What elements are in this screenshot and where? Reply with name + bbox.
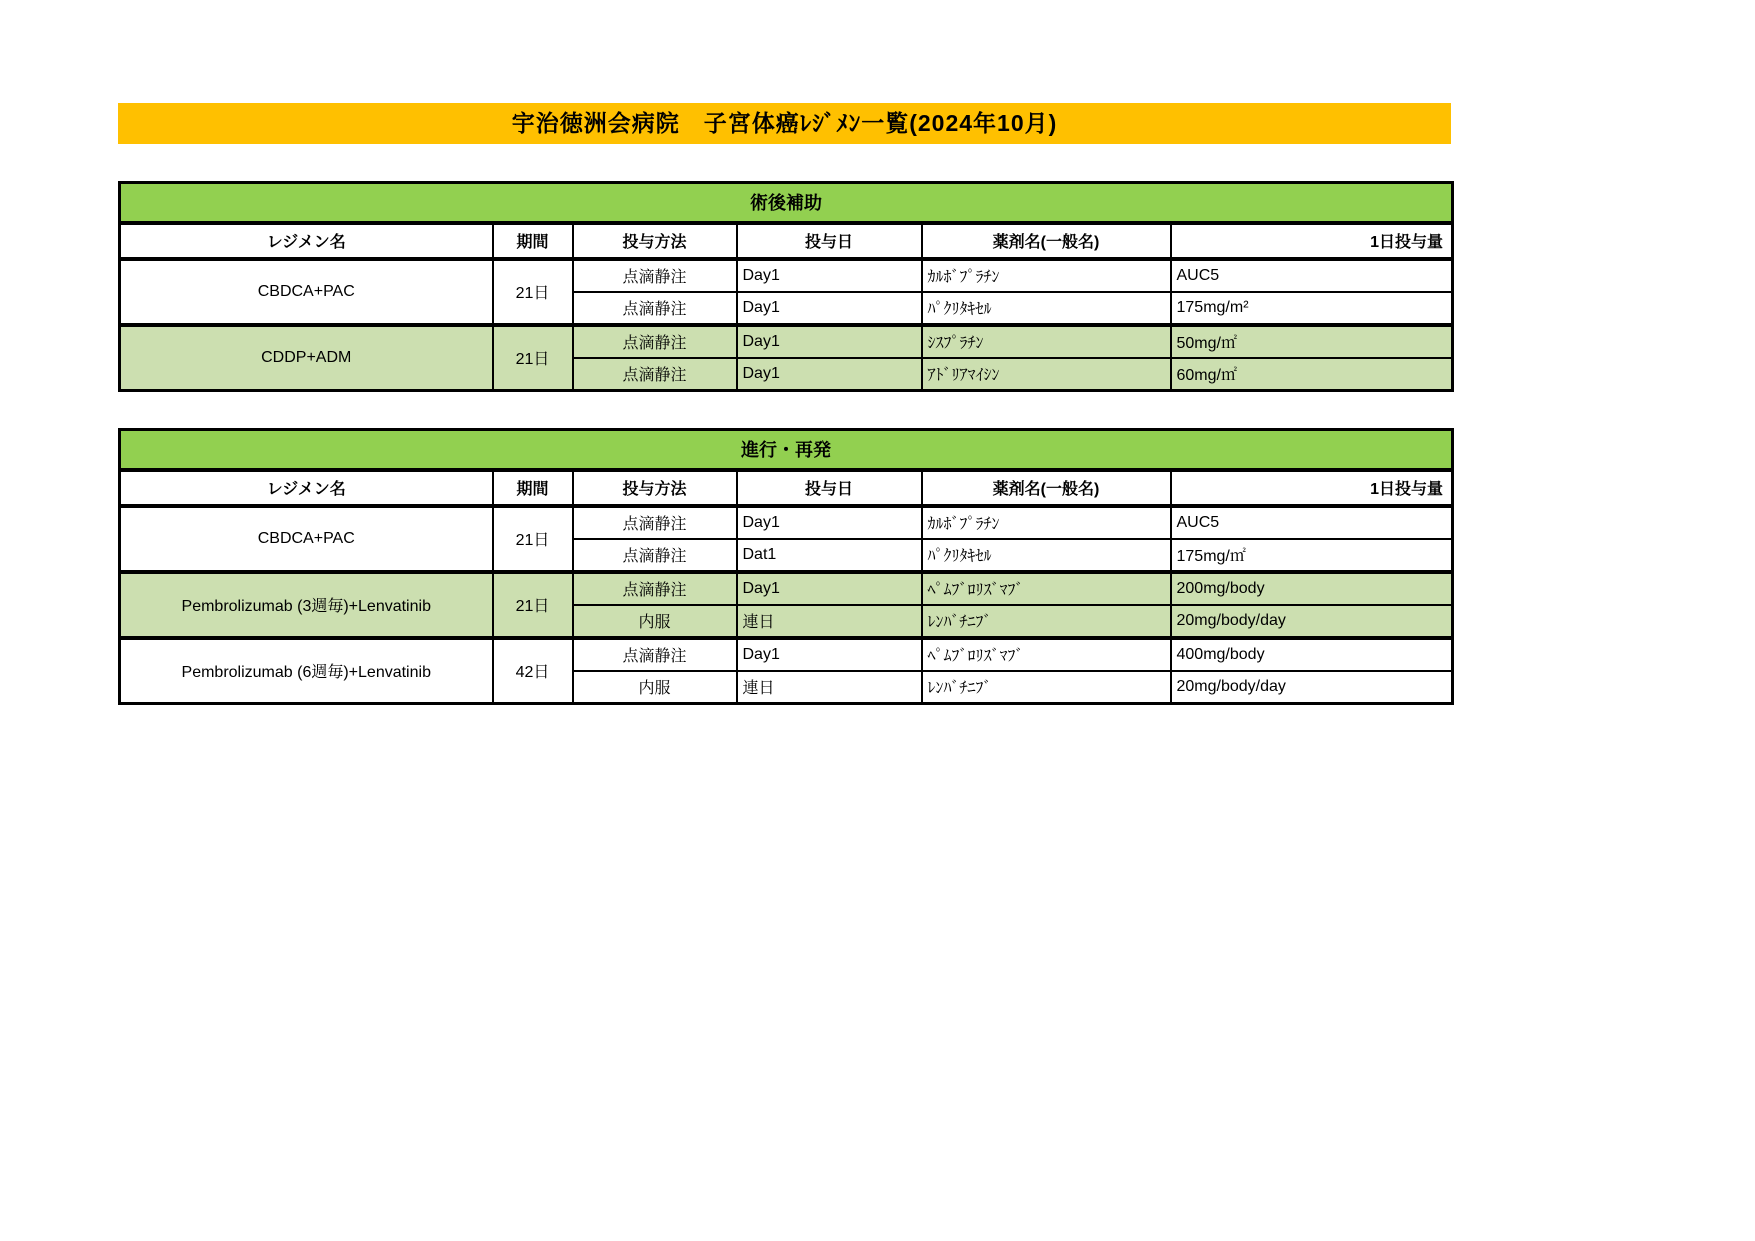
dose-cell: 20mg/body/day [1171,605,1453,638]
method-cell: 点滴静注 [573,506,737,539]
regimen-cell: CBDCA+PAC [120,259,493,325]
section-header-row [120,430,1453,470]
period-cell: 21日 [493,506,573,572]
dose-cell: 200mg/body [1171,572,1453,605]
column-header-row [120,470,1453,506]
method-cell: 点滴静注 [573,259,737,292]
day-cell: Day1 [737,325,922,358]
table-row [120,259,1453,292]
dose-cell: 175mg/m² [1171,292,1453,325]
table-row [120,572,1453,605]
method-cell: 点滴静注 [573,292,737,325]
dose-cell: 400mg/body [1171,638,1453,671]
dose-cell: 175mg/㎡ [1171,539,1453,572]
method-cell: 点滴静注 [573,358,737,391]
drug-cell: ｱﾄﾞﾘｱﾏｲｼﾝ [922,358,1171,391]
regimen-cell: Pembrolizumab (3週毎)+Lenvatinib [120,572,493,638]
day-cell: 連日 [737,605,922,638]
section-title: 進行・再発 [120,430,1453,470]
method-cell: 点滴静注 [573,638,737,671]
drug-cell: ﾍﾟﾑﾌﾞﾛﾘｽﾞﾏﾌﾞ [922,638,1171,671]
document-sheet [118,103,1451,705]
column-header-day: 投与日 [737,223,922,259]
period-cell: 21日 [493,259,573,325]
column-header-period: 期間 [493,223,573,259]
column-header-period: 期間 [493,470,573,506]
table-advanced-recurrent [118,428,1454,705]
method-cell: 点滴静注 [573,539,737,572]
method-cell: 点滴静注 [573,572,737,605]
table-postoperative-adjuvant [118,181,1454,392]
column-header-dose: 1日投与量 [1171,470,1453,506]
table-row [120,325,1453,358]
dose-cell: 60mg/㎡ [1171,358,1453,391]
drug-cell: ｼｽﾌﾟﾗﾁﾝ [922,325,1171,358]
column-header-dose: 1日投与量 [1171,223,1453,259]
drug-cell: ﾊﾟｸﾘﾀｷｾﾙ [922,539,1171,572]
dose-cell: AUC5 [1171,506,1453,539]
drug-cell: ﾊﾟｸﾘﾀｷｾﾙ [922,292,1171,325]
period-cell: 21日 [493,325,573,391]
period-cell: 42日 [493,638,573,704]
section-title: 術後補助 [120,183,1453,223]
dose-cell: AUC5 [1171,259,1453,292]
column-header-drug: 薬剤名(一般名) [922,470,1171,506]
table-row [120,638,1453,671]
drug-cell: ｶﾙﾎﾞﾌﾟﾗﾁﾝ [922,506,1171,539]
day-cell: 連日 [737,671,922,704]
column-header-day: 投与日 [737,470,922,506]
drug-cell: ﾚﾝﾊﾞﾁﾆﾌﾞ [922,605,1171,638]
column-header-row [120,223,1453,259]
column-header-regimen: レジメン名 [120,223,493,259]
table-row [120,506,1453,539]
drug-cell: ｶﾙﾎﾞﾌﾟﾗﾁﾝ [922,259,1171,292]
column-header-drug: 薬剤名(一般名) [922,223,1171,259]
drug-cell: ﾚﾝﾊﾞﾁﾆﾌﾞ [922,671,1171,704]
column-header-method: 投与方法 [573,470,737,506]
day-cell: Day1 [737,358,922,391]
section-header-row [120,183,1453,223]
page-title: 宇治徳洲会病院 子宮体癌ﾚｼﾞﾒﾝ一覧(2024年10月) [118,103,1451,144]
method-cell: 内服 [573,605,737,638]
method-cell: 内服 [573,671,737,704]
dose-cell: 20mg/body/day [1171,671,1453,704]
day-cell: Day1 [737,638,922,671]
drug-cell: ﾍﾟﾑﾌﾞﾛﾘｽﾞﾏﾌﾞ [922,572,1171,605]
day-cell: Day1 [737,572,922,605]
day-cell: Day1 [737,506,922,539]
column-header-method: 投与方法 [573,223,737,259]
dose-cell: 50mg/㎡ [1171,325,1453,358]
day-cell: Dat1 [737,539,922,572]
method-cell: 点滴静注 [573,325,737,358]
day-cell: Day1 [737,259,922,292]
regimen-cell: CBDCA+PAC [120,506,493,572]
regimen-cell: CDDP+ADM [120,325,493,391]
period-cell: 21日 [493,572,573,638]
column-header-regimen: レジメン名 [120,470,493,506]
day-cell: Day1 [737,292,922,325]
regimen-cell: Pembrolizumab (6週毎)+Lenvatinib [120,638,493,704]
